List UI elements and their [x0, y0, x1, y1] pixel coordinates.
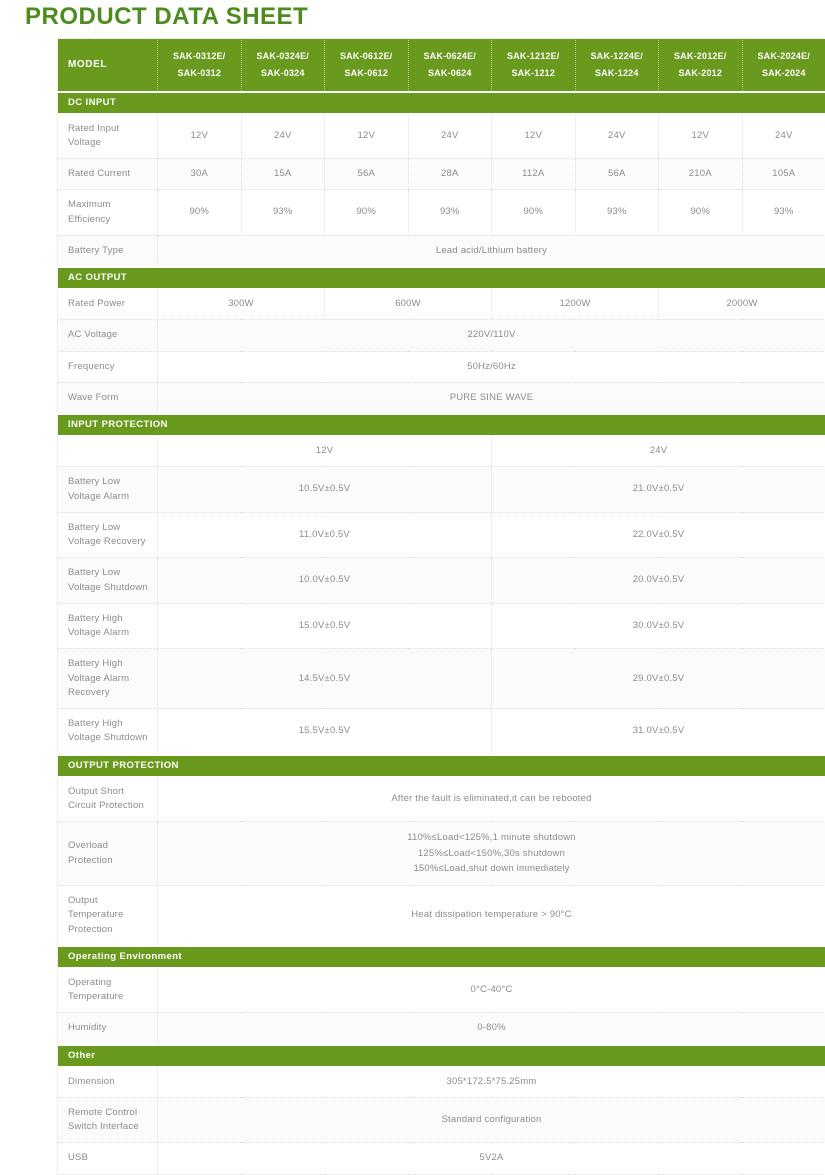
- model-header-cell: [408, 39, 492, 92]
- row-label: Overload Protection: [58, 822, 158, 886]
- table-row: [58, 603, 825, 649]
- value-cell: 305*172.5*75.25mm: [158, 1066, 825, 1097]
- row-label: Dimension: [58, 1066, 158, 1097]
- value-cell: 56A: [575, 159, 659, 190]
- row-label: Wave Form: [58, 382, 158, 414]
- model-header-cell: [742, 39, 825, 92]
- table-row: [58, 822, 825, 886]
- page-title: PRODUCT DATA SHEET: [0, 0, 825, 38]
- value-cell: 90%: [325, 190, 409, 236]
- table-row: [58, 1066, 825, 1097]
- model-name-line: SAK-0612E/: [326, 48, 407, 65]
- model-name-line: SAK-2012E/: [660, 48, 741, 65]
- value-cell: 93%: [408, 190, 492, 236]
- model-name-line: SAK-2024: [744, 65, 825, 82]
- row-label: Operating Temperature: [58, 967, 158, 1013]
- row-label: Maximum Efficiency: [58, 190, 158, 236]
- row-label: AC Voltage: [58, 320, 158, 351]
- table-row: [58, 558, 825, 604]
- row-label: USB: [58, 1143, 158, 1174]
- model-header-cell: [575, 39, 659, 92]
- table-row: [58, 649, 825, 709]
- value-cell: 210A: [659, 159, 743, 190]
- model-header-cell: [158, 39, 242, 92]
- row-label: Battery Low Voltage Shutdown: [58, 558, 158, 604]
- value-cell: 0°C-40°C: [158, 967, 825, 1013]
- model-name-line: SAK-0612: [326, 65, 407, 82]
- row-label: [58, 436, 158, 467]
- row-label: Rated Power: [58, 289, 158, 320]
- model-header-label: MODEL: [58, 39, 158, 92]
- section-header: Other: [58, 1045, 825, 1067]
- table-row: [58, 467, 825, 513]
- value-cell: 31.0V±0.5V: [492, 709, 825, 755]
- table-row: [58, 235, 825, 267]
- model-header-row: [58, 39, 825, 92]
- table-row: [58, 113, 825, 159]
- value-cell: 29.0V±0.5V: [492, 649, 825, 709]
- value-cell: 21.0V±0.5V: [492, 467, 825, 513]
- value-cell: 15.0V±0.5V: [158, 603, 492, 649]
- row-label: Battery Low Voltage Alarm: [58, 467, 158, 513]
- value-cell: 105A: [742, 159, 825, 190]
- value-cell: Lead acid/Lithium battery: [158, 235, 825, 267]
- row-label: Battery Low Voltage Recovery: [58, 512, 158, 558]
- value-cell: 5V2A: [158, 1143, 825, 1174]
- row-label: Battery High Voltage Alarm Recovery: [58, 649, 158, 709]
- value-cell: 30A: [158, 159, 242, 190]
- value-line: 110%≤Load<125%,1 minute shutdown: [162, 830, 821, 846]
- table-row: [58, 1143, 825, 1174]
- value-cell: 11.0V±0.5V: [158, 512, 492, 558]
- value-cell: 93%: [241, 190, 325, 236]
- model-name-line: SAK-1224E/: [577, 48, 658, 65]
- value-cell: 20.0V±0.5V: [492, 558, 825, 604]
- row-label: Humidity: [58, 1013, 158, 1045]
- table-row: [58, 320, 825, 351]
- model-name-line: SAK-0312: [159, 65, 240, 82]
- value-cell: 12V: [158, 113, 242, 159]
- row-label: Battery High Voltage Alarm: [58, 603, 158, 649]
- table-row: [58, 289, 825, 320]
- value-cell: 2000W: [659, 289, 825, 320]
- spec-table-body: [58, 39, 825, 1175]
- table-row: [58, 190, 825, 236]
- row-label: Rated Input Voltage: [58, 113, 158, 159]
- section-header-row: [58, 1045, 825, 1067]
- table-row: [58, 967, 825, 1013]
- model-name-line: SAK-1212E/: [493, 48, 574, 65]
- value-cell: Standard configuration: [158, 1097, 825, 1143]
- table-row: [58, 1097, 825, 1143]
- section-header-row: [58, 414, 825, 436]
- model-name-line: SAK-0312E/: [159, 48, 240, 65]
- model-name-line: SAK-0624: [410, 65, 491, 82]
- value-cell: 12V: [492, 113, 576, 159]
- value-cell: 12V: [158, 436, 492, 467]
- row-label: Remote Control Switch Interface: [58, 1097, 158, 1143]
- value-cell: PURE SINE WAVE: [158, 382, 825, 414]
- model-name-line: SAK-0624E/: [410, 48, 491, 65]
- row-label: Rated Current: [58, 159, 158, 190]
- value-cell: 24V: [241, 113, 325, 159]
- section-header: DC INPUT: [58, 92, 825, 114]
- table-row: [58, 159, 825, 190]
- section-header-row: [58, 755, 825, 777]
- value-cell: 24V: [492, 436, 825, 467]
- table-row: [58, 776, 825, 822]
- value-cell: 90%: [492, 190, 576, 236]
- value-cell: 10.0V±0.5V: [158, 558, 492, 604]
- value-cell: 15.5V±0.5V: [158, 709, 492, 755]
- table-row: [58, 709, 825, 755]
- value-cell: 0-80%: [158, 1013, 825, 1045]
- section-header: INPUT PROTECTION: [58, 414, 825, 436]
- value-cell: 14.5V±0.5V: [158, 649, 492, 709]
- value-cell: 24V: [408, 113, 492, 159]
- table-row: [58, 1013, 825, 1045]
- section-header: AC OUTPUT: [58, 267, 825, 289]
- value-cell: 28A: [408, 159, 492, 190]
- table-row: [58, 436, 825, 467]
- row-label: Battery High Voltage Shutdown: [58, 709, 158, 755]
- value-cell: After the fault is eliminated,it can be rebooted: [158, 776, 825, 822]
- value-cell: 93%: [742, 190, 825, 236]
- value-cell: 22.0V±0.5V: [492, 512, 825, 558]
- value-cell: 24V: [575, 113, 659, 159]
- model-name-line: SAK-1224: [577, 65, 658, 82]
- spec-table: [57, 38, 825, 1175]
- model-name-line: SAK-2012: [660, 65, 741, 82]
- value-cell: 112A: [492, 159, 576, 190]
- value-cell: 93%: [575, 190, 659, 236]
- value-cell: 12V: [325, 113, 409, 159]
- value-line: 125%≤Load<150%,30s shutdown: [162, 846, 821, 862]
- value-cell: 30.0V±0.5V: [492, 603, 825, 649]
- section-header-row: [58, 92, 825, 114]
- value-cell: 10.5V±0.5V: [158, 467, 492, 513]
- section-header-row: [58, 267, 825, 289]
- value-cell: 12V: [659, 113, 743, 159]
- model-header-cell: [492, 39, 576, 92]
- value-cell: 50Hz/60Hz: [158, 351, 825, 382]
- model-name-line: SAK-2024E/: [744, 48, 825, 65]
- value-cell: [158, 822, 825, 886]
- model-header-cell: [659, 39, 743, 92]
- value-cell: Heat dissipation temperature > 90°C: [158, 886, 825, 946]
- value-line: 150%≤Load,shut down immediately: [162, 861, 821, 877]
- row-label: Output Temperature Protection: [58, 886, 158, 946]
- value-cell: 15A: [241, 159, 325, 190]
- row-label: Output Short Circuit Protection: [58, 776, 158, 822]
- table-row: [58, 382, 825, 414]
- section-header: Operating Environment: [58, 946, 825, 968]
- row-label: Battery Type: [58, 235, 158, 267]
- value-cell: 220V/110V: [158, 320, 825, 351]
- value-cell: 24V: [742, 113, 825, 159]
- value-cell: 300W: [158, 289, 325, 320]
- model-header-cell: [325, 39, 409, 92]
- value-cell: 600W: [325, 289, 492, 320]
- table-row: [58, 512, 825, 558]
- value-cell: 56A: [325, 159, 409, 190]
- model-name-line: SAK-0324: [243, 65, 324, 82]
- model-name-line: SAK-1212: [493, 65, 574, 82]
- spec-table-container: [57, 38, 825, 1175]
- table-row: [58, 886, 825, 946]
- value-cell: 1200W: [492, 289, 659, 320]
- section-header: OUTPUT PROTECTION: [58, 755, 825, 777]
- model-header-cell: [241, 39, 325, 92]
- row-label: Frequency: [58, 351, 158, 382]
- table-row: [58, 351, 825, 382]
- value-cell: 90%: [659, 190, 743, 236]
- section-header-row: [58, 946, 825, 968]
- model-name-line: SAK-0324E/: [243, 48, 324, 65]
- value-cell: 90%: [158, 190, 242, 236]
